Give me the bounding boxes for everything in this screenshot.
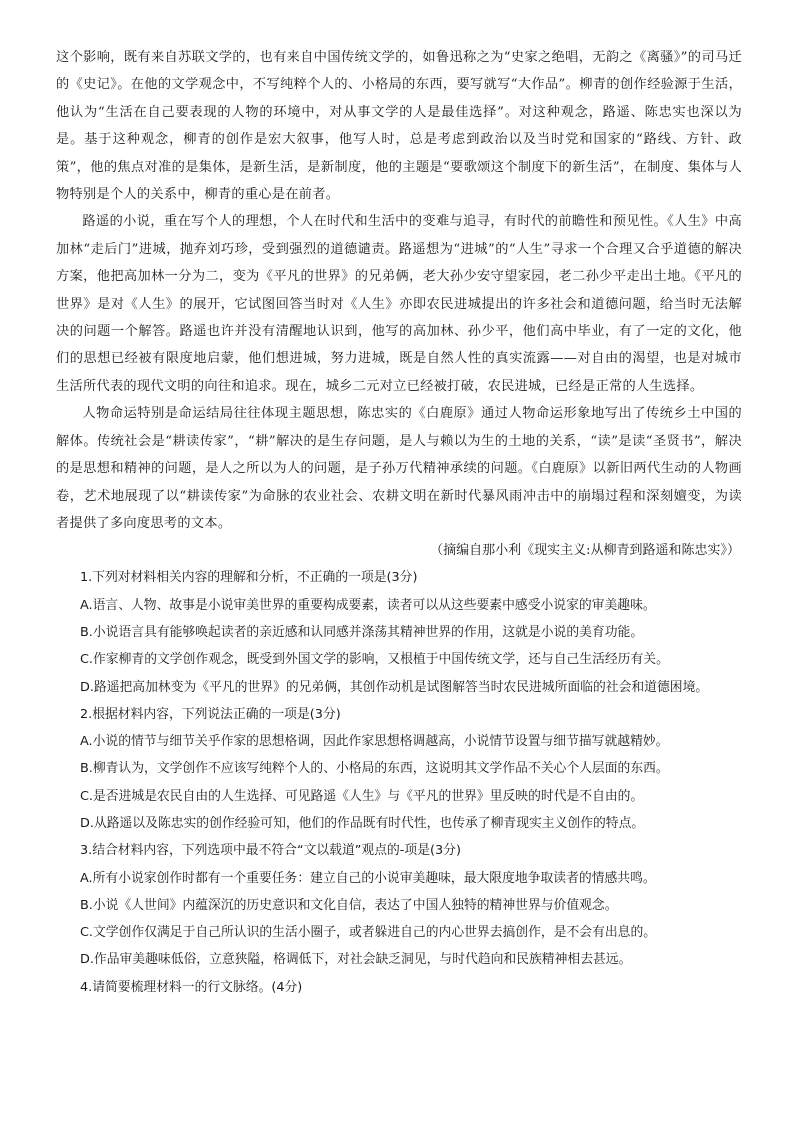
question-option: C.是否进城是农民自由的人生选择、可见路遥《人生》与《平凡的世界》里反映的时代是不自由的。 (80, 788, 644, 804)
question-3 (56, 837, 742, 973)
question-option: D.作品审美趣味低俗，立意狭隘，格调低下，对社会缺乏洞见，与时代趋向和民族精神相去甚远。 (80, 952, 632, 968)
question-stem: 4.请简要梳理材料一的行文脉络。(4分) (80, 979, 303, 995)
article-paragraph-2: 路遥的小说，重在写个人的理想，个人在时代和生活中的变难与追寻，有时代的前瞻性和预见性。《人生》中高加林“走后门”进城，抛弃刘巧珍，受到强烈的道德谴责。路遥想为“进城”的“人生”寻求一个合理又合乎道德的解决方案，他把高加林一分为二，变为《平凡的世界》的兄弟俩，老大孙少安守望家园，老二孙少平走出土地。《平凡的世界》是对《人生》的展开，它试图回答当时对《人生》亦即农民进城提出的许多社会和道德问题，给当时无法解决的问题一个解答。路遥也许并没有清醒地认识到，他写的高加林、孙少平，他们高中毕业，有了一定的文化，他们的思想已经被有限度地启蒙，他们想进城，努力进城，既是自然人性的真实流露——对自由的渴望，也是对城市生活所代表的现代文明的向往和追求。现在，城乡二元对立已经被打破，农民进城，已经是正常的人生选择。 (56, 214, 742, 394)
questions-section (56, 564, 742, 1001)
question-option: D.从路遥以及陈忠实的创作经验可知，他们的作品既有时代性，也传承了柳青现实主义创作的特点。 (80, 815, 645, 831)
question-stem: 2.根据材料内容，下列说法正确的一项是(3分) (80, 706, 341, 722)
question-option: A.语言、人物、故事是小说审美世界的重要构成要素，读者可以从这些要素中感受小说家的审美趣味。 (80, 597, 656, 613)
question-option: A.小说的情节与细节关乎作家的思想格调，因此作家思想格调越高，小说情节设置与细节描写就越精妙。 (80, 734, 669, 750)
article-paragraph-3: 人物命运特别是命运结局往往体现主题思想，陈忠实的《白鹿原》通过人物命运形象地写出了传统乡土中国的解体。传统社会是“耕读传家”，“耕”解决的是生存问题，是人与赖以为生的土地的关系，“读”是读“圣贤书”，解决的是思想和精神的问题，是人之所以为人的问题，是子孙万代精神承续的问题。《白鹿原》以新旧两代生动的人物画卷，艺术地展现了以“耕读传家”为命脉的农业社会、农耕文明在新时代暴风雨冲击中的崩塌过程和深刻嬗变，为读者提供了多向度思考的文本。 (56, 406, 742, 531)
question-option: B.小说《人世间》内蕴深沉的历史意识和文化自信，表达了中国人独特的精神世界与价值观念。 (80, 897, 618, 913)
article-paragraph-1: 这个影响，既有来自苏联文学的，也有来自中国传统文学的，如鲁迅称之为“史家之绝唱，无韵之《离骚》”的司马迁的《史记》。在他的文学观念中，不写纯粹个人的、小格局的东西，要写就写“大作品”。柳青的创作经验源于生活，他认为“生活在自己要表现的人物的环境中，对从事文学的人是最佳选择”。对这种观念，路遥、陈忠实也深以为是。基于这种观念，柳青的创作是宏大叙事，他写人时，总是考虑到政治以及当时党和国家的“路线、方针、政策”，他的焦点对准的是集体，是新生活，是新制度，他的主题是“要歌颂这个制度下的新生活”，在制度、集体与人物特别是个人的关系中，柳青的重心是在前者。 (56, 50, 742, 203)
question-stem: 3.结合材料内容，下列选项中最不符合“文以载道”观点的-项是(3分) (80, 843, 461, 859)
question-option: A.所有小说家创作时都有一个重要任务：建立自己的小说审美趣味，最大限度地争取读者的情感共鸣。 (80, 870, 656, 886)
article (56, 44, 742, 564)
question-1 (56, 564, 742, 700)
question-option: C.文学创作仅满足于自己所认识的生活小圈子，或者躲进自己的内心世界去搞创作，是不会有出息的。 (80, 925, 657, 941)
question-option: B.小说语言具有能够唤起读者的亲近感和认同感并涤荡其精神世界的作用，这就是小说的美育功能。 (80, 624, 644, 640)
question-option: C.作家柳青的文学创作观念，既受到外国文学的影响，又根植于中国传统文学，还与自己生活经历有关。 (80, 652, 669, 668)
article-source: （摘编自那小利《现实主义:从柳青到路遥和陈忠实》） (430, 543, 740, 559)
question-option: B.柳青认为，文学创作不应该写纯粹个人的、小格局的东西，这说明其文学作品不关心个人层面的东西。 (80, 761, 669, 777)
question-2 (56, 701, 742, 837)
exam-page (56, 44, 742, 1001)
question-option: D.路遥把高加林变为《平凡的世界》的兄弟俩，其创作动机是试图解答当时农民进城所面临的社会和道德困境。 (80, 679, 709, 695)
question-4 (56, 974, 742, 1001)
question-stem: 1.下列对材料相关内容的理解和分析，不正确的一项是(3分) (80, 570, 418, 586)
